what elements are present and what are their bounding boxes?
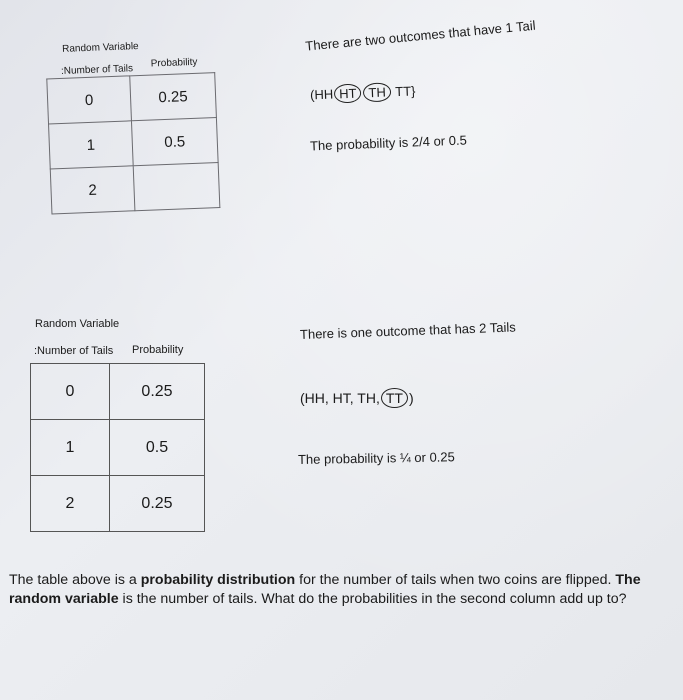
top-note-heading: There are two outcomes that have 1 Tail — [304, 17, 537, 54]
question-bold-term: The random variable — [9, 572, 641, 607]
probability-cell: 0.5 — [131, 118, 218, 166]
bottom-probability-note: The probability is ¼ or 0.25 — [297, 449, 455, 467]
question-paragraph — [9, 571, 669, 609]
probability-cell — [133, 163, 220, 211]
table-row — [47, 73, 217, 124]
circled-outcome: TT — [381, 388, 408, 408]
top-probability-note: The probability is 2/4 or 0.5 — [309, 132, 468, 154]
bottom-note-heading: There is one outcome that has 2 Tails — [299, 319, 516, 342]
question-bold-term: probability distribution — [140, 572, 296, 588]
table-row — [31, 476, 205, 532]
table-row — [31, 364, 205, 420]
question-text: is the number of tails. What do the probabilities in the second column add up to? — [118, 591, 627, 607]
tails-cell: 2 — [31, 476, 110, 532]
table-row — [50, 163, 220, 214]
top-section — [0, 0, 683, 302]
bottom-outcomes-line — [300, 388, 414, 408]
outcome-text: (HH, HT, TH, — [300, 390, 380, 406]
tails-cell: 1 — [31, 420, 110, 476]
probability-cell: 0.25 — [110, 476, 205, 532]
bottom-distribution-table — [30, 363, 205, 532]
table-row — [49, 118, 219, 169]
circled-outcome: TH — [363, 82, 391, 102]
tails-cell: 0 — [47, 76, 132, 124]
question-text: for the number of tails when two coins are flipped. — [295, 572, 616, 588]
probability-cell: 0.5 — [110, 420, 205, 476]
circled-outcome: HT — [334, 83, 362, 103]
tails-cell: 1 — [49, 121, 134, 169]
top-probability-header: Probability — [150, 56, 198, 70]
tails-cell: 0 — [31, 364, 110, 420]
top-random-variable-label: Random Variable — [61, 40, 139, 55]
bottom-random-variable-label: Random Variable — [35, 318, 120, 330]
outcome-text: ) — [408, 390, 414, 406]
question-text: The table above is a — [9, 572, 141, 588]
bottom-probability-header: Probability — [132, 344, 184, 356]
outcome-text: (HH — [309, 86, 334, 103]
top-distribution-table — [46, 72, 220, 214]
outcome-text: TT} — [394, 83, 416, 100]
probability-cell: 0.25 — [110, 364, 205, 420]
top-number-of-tails-header: :Number of Tails — [60, 63, 134, 77]
tails-cell: 2 — [50, 166, 135, 214]
probability-cell: 0.25 — [130, 73, 217, 121]
bottom-number-of-tails-header: :Number of Tails — [34, 345, 114, 357]
top-outcomes-line — [310, 81, 416, 104]
table-row — [31, 420, 205, 476]
